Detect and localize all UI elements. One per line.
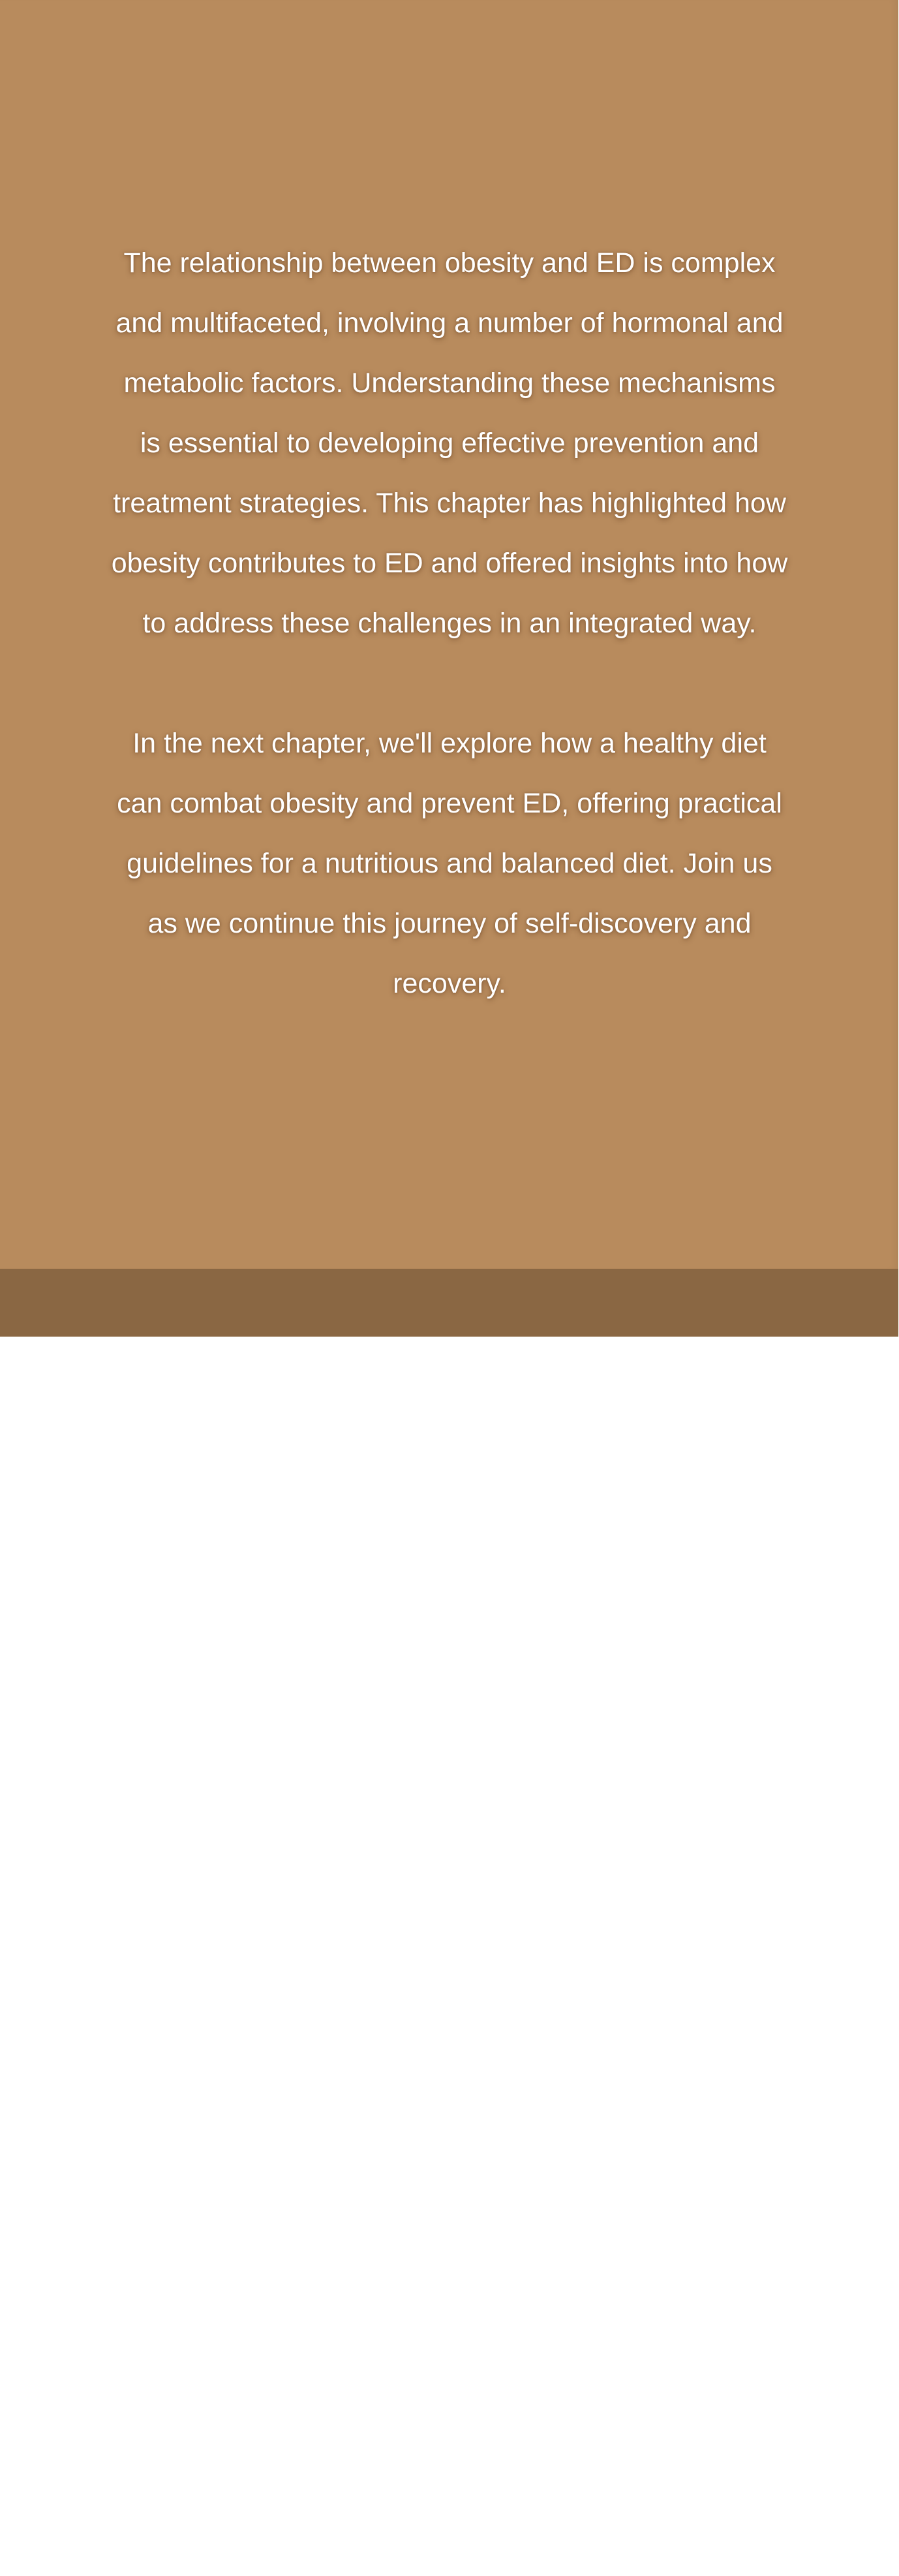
paragraph-spacer <box>111 653 788 713</box>
page-footer <box>0 1269 899 2575</box>
body-text <box>111 233 788 1014</box>
paragraph-summary: The relationship between obesity and ED is complex and multifaceted, involving a number of hormonal and metabolic factors. Understanding these mechanisms is essential to developing effective prevention and treatment strategies. This chapter has highlighted how obesity contributes to ED and offered insights into how to address these challenges in an integrated way. <box>111 247 788 639</box>
page-content-area <box>0 0 899 1269</box>
paragraph-next-chapter: In the next chapter, we'll explore how a healthy diet can combat obesity and prevent ED, offering practical guidelines for a nutritious and balanced diet. Join us as we continue this journey of self-discovery and recovery. <box>117 728 782 999</box>
page-number: 43 <box>850 2551 876 2575</box>
